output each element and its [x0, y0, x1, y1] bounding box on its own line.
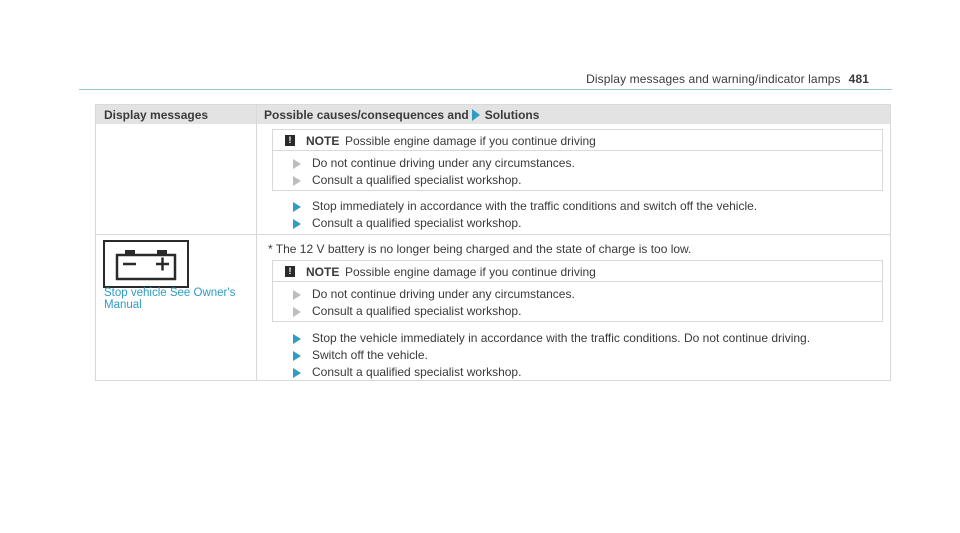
- warning-exclamation-icon: !: [285, 266, 295, 277]
- arrow-bullet-icon: [293, 334, 301, 344]
- solution-step: Stop the vehicle immediately in accordance with the traffic conditions. Do not continue driving.: [312, 331, 811, 345]
- note-header: [273, 261, 882, 282]
- table-header-row: [96, 105, 890, 124]
- row-divider: [96, 234, 890, 235]
- note-step: Consult a qualified specialist workshop.: [312, 304, 522, 318]
- arrow-bullet-icon: [293, 351, 301, 361]
- arrow-bullet-icon: [293, 290, 301, 300]
- solution-step: Stop immediately in accordance with the traffic conditions and switch off the vehicle.: [312, 199, 758, 213]
- note-text: Possible engine damage if you continue driving: [345, 265, 596, 279]
- note-box: [272, 129, 883, 191]
- page-header-title: Display messages and warning/indicator lamps: [586, 72, 841, 86]
- link-line-2: Manual: [104, 299, 142, 311]
- arrow-bullet-icon: [293, 159, 301, 169]
- header-causes-solutions: [264, 108, 539, 122]
- note-label: NOTE: [306, 134, 340, 148]
- cause-text: * The 12 V battery is no longer being charged and the state of charge is too low.: [268, 242, 692, 256]
- header-causes: Possible causes/consequences and: [264, 108, 469, 122]
- owners-manual-link[interactable]: [104, 287, 235, 311]
- messages-table: [95, 104, 891, 381]
- arrow-bullet-icon: [293, 202, 301, 212]
- arrow-bullet-icon: [293, 176, 301, 186]
- header-solutions: Solutions: [484, 108, 540, 122]
- solution-step: Consult a qualified specialist workshop.: [312, 216, 522, 230]
- solution-step: Switch off the vehicle.: [312, 348, 428, 362]
- link-line-1: Stop vehicle See Owner's: [104, 287, 236, 299]
- arrow-bullet-icon: [293, 307, 301, 317]
- note-step: Do not continue driving under any circumstances.: [312, 156, 575, 170]
- note-step: Do not continue driving under any circumstances.: [312, 287, 575, 301]
- note-step: Consult a qualified specialist workshop.: [312, 173, 522, 187]
- column-divider: [256, 105, 257, 380]
- warning-exclamation-icon: !: [285, 135, 295, 146]
- header-divider: [79, 89, 892, 90]
- note-label: NOTE: [306, 265, 340, 279]
- note-header: [273, 130, 882, 151]
- arrow-right-icon: [472, 109, 480, 121]
- note-text: Possible engine damage if you continue driving: [345, 134, 596, 148]
- solution-step: Consult a qualified specialist workshop.: [312, 365, 522, 379]
- battery-warning-icon: [103, 240, 189, 288]
- page-header-text: [586, 72, 869, 86]
- arrow-bullet-icon: [293, 368, 301, 378]
- page-number: 481: [848, 72, 869, 86]
- arrow-bullet-icon: [293, 219, 301, 229]
- header-display-messages: Display messages: [104, 108, 209, 122]
- note-box: [272, 260, 883, 322]
